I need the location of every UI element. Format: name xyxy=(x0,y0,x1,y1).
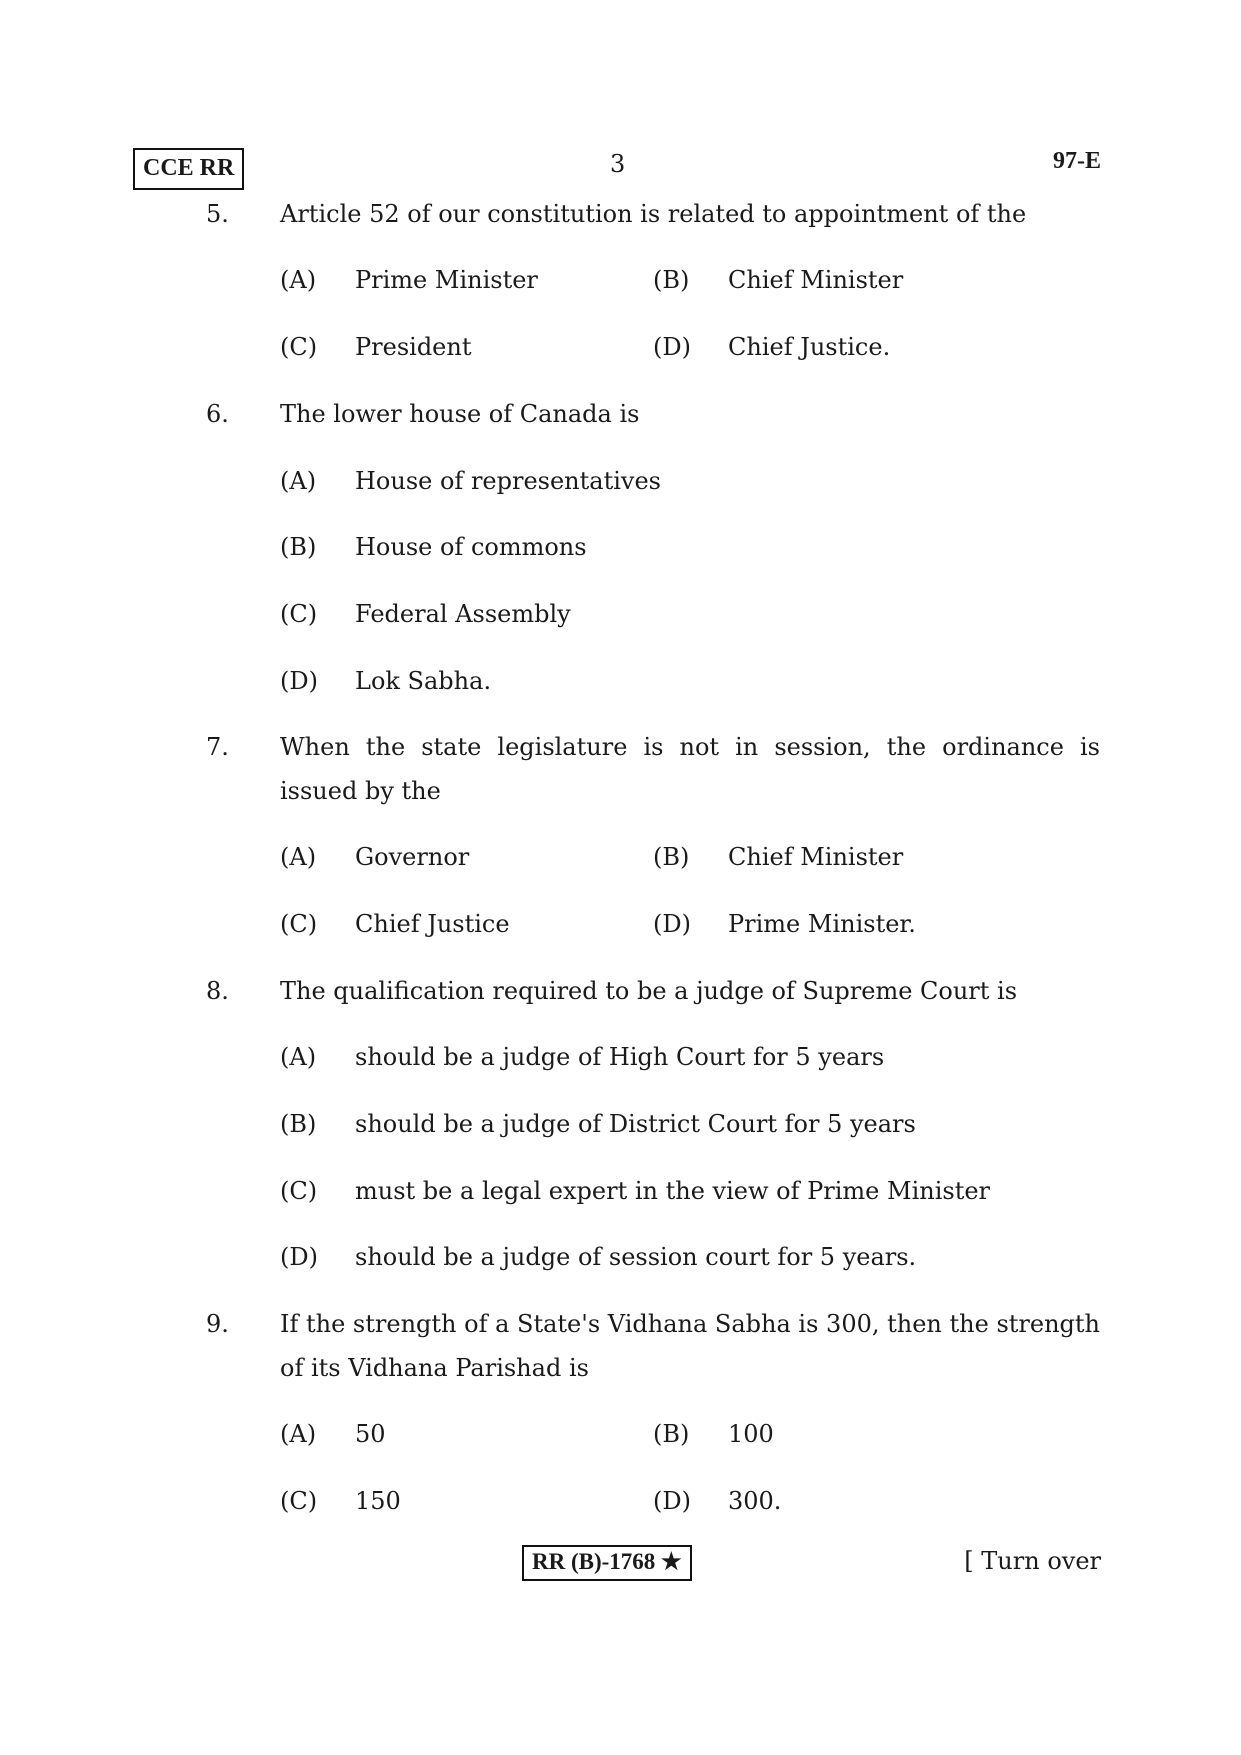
option-label: (A) xyxy=(280,843,317,871)
option-text: Chief Minister xyxy=(728,843,904,871)
option-label: (A) xyxy=(280,467,317,495)
option-text: Prime Minister xyxy=(355,266,538,294)
option-label: (A) xyxy=(280,266,317,294)
option-label: (B) xyxy=(653,843,690,871)
option-label: (B) xyxy=(653,1420,690,1448)
option-label: (B) xyxy=(653,266,690,294)
option-text: 150 xyxy=(355,1487,401,1515)
option-label: (D) xyxy=(280,1243,318,1271)
question-number: 5. xyxy=(206,200,229,228)
page-number: 3 xyxy=(610,150,626,178)
option-text: must be a legal expert in the view of Prime Minister xyxy=(355,1177,991,1205)
option-text: House of commons xyxy=(355,533,587,561)
paper-code: 97-E xyxy=(1053,148,1101,174)
option-label: (B) xyxy=(280,533,317,561)
option-label: (C) xyxy=(280,1487,318,1515)
option-text: House of representatives xyxy=(355,467,661,495)
option-text: Lok Sabha. xyxy=(355,667,492,695)
option-label: (C) xyxy=(280,600,318,628)
question-text: If the strength of a State's Vidhana Sabha is 300, then the strength of its Vidhana Parishad is xyxy=(280,1310,1100,1382)
option-label: (D) xyxy=(280,667,318,695)
option-label: (C) xyxy=(280,333,318,361)
option-label: (C) xyxy=(280,1177,318,1205)
option-text: should be a judge of District Court for 5 years xyxy=(355,1110,916,1138)
option-text: should be a judge of session court for 5 years. xyxy=(355,1243,917,1271)
option-label: (D) xyxy=(653,333,691,361)
question-number: 9. xyxy=(206,1310,229,1338)
option-text: Federal Assembly xyxy=(355,600,571,628)
option-text: should be a judge of High Court for 5 years xyxy=(355,1043,885,1071)
option-label: (B) xyxy=(280,1110,317,1138)
option-text: 300. xyxy=(728,1487,782,1515)
option-label: (A) xyxy=(280,1043,317,1071)
option-text: Prime Minister. xyxy=(728,910,916,938)
question-number: 7. xyxy=(206,733,229,761)
option-label: (C) xyxy=(280,910,318,938)
question-text: The lower house of Canada is xyxy=(280,400,640,428)
series-code-box: CCE RR xyxy=(133,148,244,190)
question-text: When the state legislature is not in session, the ordinance is issued by the xyxy=(280,733,1100,805)
option-text: 100 xyxy=(728,1420,774,1448)
turn-over-note: [ Turn over xyxy=(964,1547,1101,1575)
footer-code-box: RR (B)-1768 ★ xyxy=(522,1545,692,1581)
option-text: Governor xyxy=(355,843,470,871)
option-label: (D) xyxy=(653,1487,691,1515)
option-label: (D) xyxy=(653,910,691,938)
option-text: President xyxy=(355,333,472,361)
option-text: Chief Minister xyxy=(728,266,904,294)
question-text: Article 52 of our constitution is related to appointment of the xyxy=(280,200,1027,228)
question-text: The qualification required to be a judge of Supreme Court is xyxy=(280,977,1018,1005)
option-label: (A) xyxy=(280,1420,317,1448)
question-number: 6. xyxy=(206,400,229,428)
question-number: 8. xyxy=(206,977,229,1005)
option-text: Chief Justice xyxy=(355,910,510,938)
option-text: 50 xyxy=(355,1420,386,1448)
option-text: Chief Justice. xyxy=(728,333,891,361)
